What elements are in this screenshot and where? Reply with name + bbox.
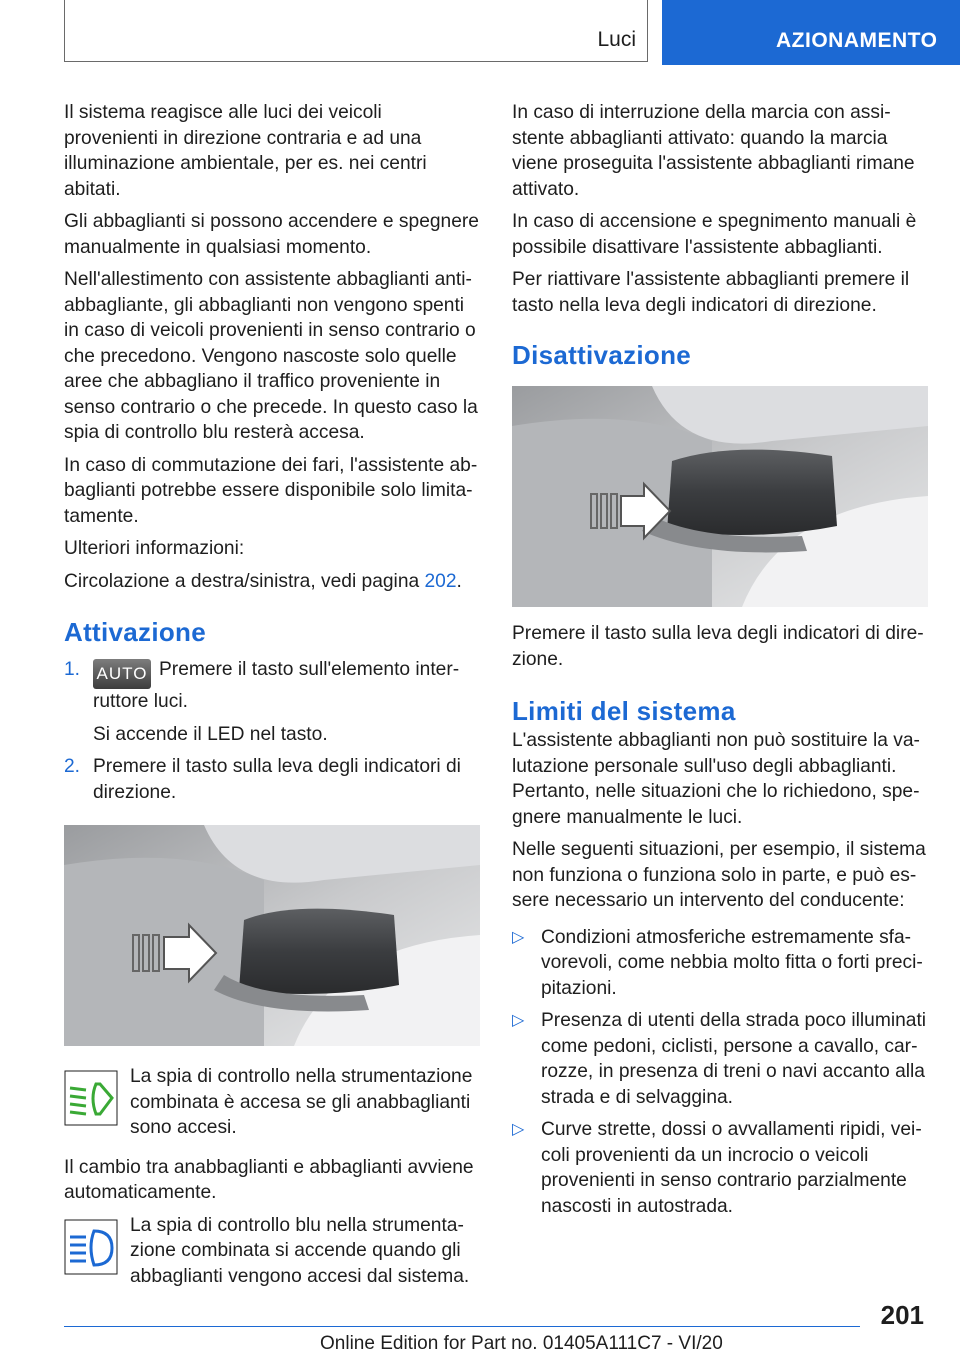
turn-signal-lever-photo <box>512 386 928 607</box>
bullet-triangle-icon: ▷ <box>512 1012 525 1029</box>
list-item <box>512 1008 928 1110</box>
page-link[interactable]: 202 <box>424 570 457 592</box>
paragraph: Il cambio tra anabbaglianti e abbaglianti avviene automaticamente. <box>64 1156 474 1203</box>
paragraph: Ulteriori informazioni: <box>64 538 245 559</box>
low-beam-indicator-note <box>64 1064 480 1141</box>
list-item-text: Condizioni atmosferiche estremamente sfavorevoli, come nebbia molto fitta o forti precipitazioni. <box>541 926 923 999</box>
step-number: 2. <box>64 756 81 777</box>
header-chapter-tab[interactable]: AZIONAMENTO <box>662 0 960 65</box>
auto-button-icon: AUTO <box>93 659 151 689</box>
list-item-text: Presenza di utenti della strada poco illuminati come pedoni, ciclisti, persone a cavallo, carrozze, in presenza di treni o navi accanto alla strada e di selvaggina. <box>541 1010 927 1108</box>
section-heading-activation: Attivazione <box>64 617 206 647</box>
footer-divider <box>64 1326 860 1327</box>
section-heading-limits: Limiti del sistema <box>512 696 736 726</box>
paragraph: Gli abbaglianti si possono accendere e spegnere manualmente in qualsiasi momento. <box>64 211 479 258</box>
step-text: Premere il tasto sulla leva degli indicatori di direzione. <box>93 756 461 803</box>
indicator-text: La spia di controllo blu nella strumentazione combinata si accende quando gli abbaglianti vengono accesi dal sistema. <box>130 1214 470 1287</box>
list-item-text: Curve strette, dossi o avvallamenti ripidi, veicoli provenienti da un incrocio o veicoli provenienti in senso contrario parzialmente nascosti in autostrada. <box>541 1119 922 1217</box>
paragraph: Il sistema reagisce alle luci dei veicoli provenienti in direzione contraria e ad una illuminazione ambientale, per es. nei centri abitati. <box>64 102 427 200</box>
turn-signal-lever-photo <box>64 825 480 1046</box>
paragraph: In caso di interruzione della marcia con assistente abbaglianti attivato: quando la marcia viene proseguita l'assistente abbaglianti rimane attivato. <box>512 102 915 200</box>
step-number: 1. <box>64 659 81 680</box>
indicator-text: La spia di controllo nella strumentazione combinata è accesa se gli anabbaglianti sono accesi. <box>130 1066 473 1138</box>
section-heading-deactivation: Disattivazione <box>512 340 692 370</box>
paragraph: Nell'allestimento con assistente abbaglianti antiabbagliante, gli abbaglianti non vengono spenti in caso di veicoli provenienti in senso contrario o che precedono. Vengono nascoste solo quelle aree che abbagliano il traffico proveniente in senso contrario o che precede. In questo caso la spia di controllo blu resterà accesa. <box>64 269 478 443</box>
bullet-triangle-icon: ▷ <box>512 1121 525 1138</box>
page-number: 201 <box>880 1300 924 1330</box>
paragraph: In caso di commutazione dei fari, l'assistente abbaglianti potrebbe essere disponibile solo limitatamente. <box>64 454 478 527</box>
header-section-title: Luci <box>597 28 636 51</box>
paragraph: L'assistente abbaglianti non può sostituire la valutazione personale sull'uso degli abbaglianti. Pertanto, nelle situazioni che lo richiedono, spegnere manualmente le luci. <box>512 730 920 828</box>
reference-end: . <box>456 570 462 592</box>
high-beam-indicator-note <box>64 1213 480 1290</box>
high-beam-indicator-icon <box>64 1219 118 1275</box>
header-frame <box>64 0 648 62</box>
list-item <box>512 1117 928 1219</box>
left-column <box>64 100 480 1289</box>
step-2 <box>64 754 480 805</box>
step-subtext: Si accende il LED nel tasto. <box>93 723 328 745</box>
step-1 <box>64 657 480 715</box>
paragraph: In caso di accensione e spegnimento manuali è possibile disattivare l'assistente abbaglianti. <box>512 211 917 258</box>
low-beam-indicator-icon <box>64 1070 118 1126</box>
paragraph: Per riattivare l'assistente abbaglianti premere il tasto nella leva degli indicatori di direzione. <box>512 269 910 316</box>
list-item <box>512 925 928 1002</box>
edition-footer: Online Edition for Part no. 01405A111C7 - VI/20 <box>320 1333 723 1354</box>
reference-text: Circolazione a destra/sinistra, vedi pagina <box>64 570 425 592</box>
step-text: Premere il tasto sull'elemento interruttore luci. <box>93 659 460 712</box>
image-caption: Premere il tasto sulla leva degli indicatori di direzione. <box>512 623 924 670</box>
bullet-triangle-icon: ▷ <box>512 928 525 946</box>
step-1-result <box>64 722 480 748</box>
paragraph: Nelle seguenti situazioni, per esempio, il sistema non funziona o funziona solo in parte, e può essere necessario un intervento del conducente: <box>512 839 926 911</box>
right-column <box>512 100 928 1226</box>
paragraph-reference <box>64 569 480 595</box>
